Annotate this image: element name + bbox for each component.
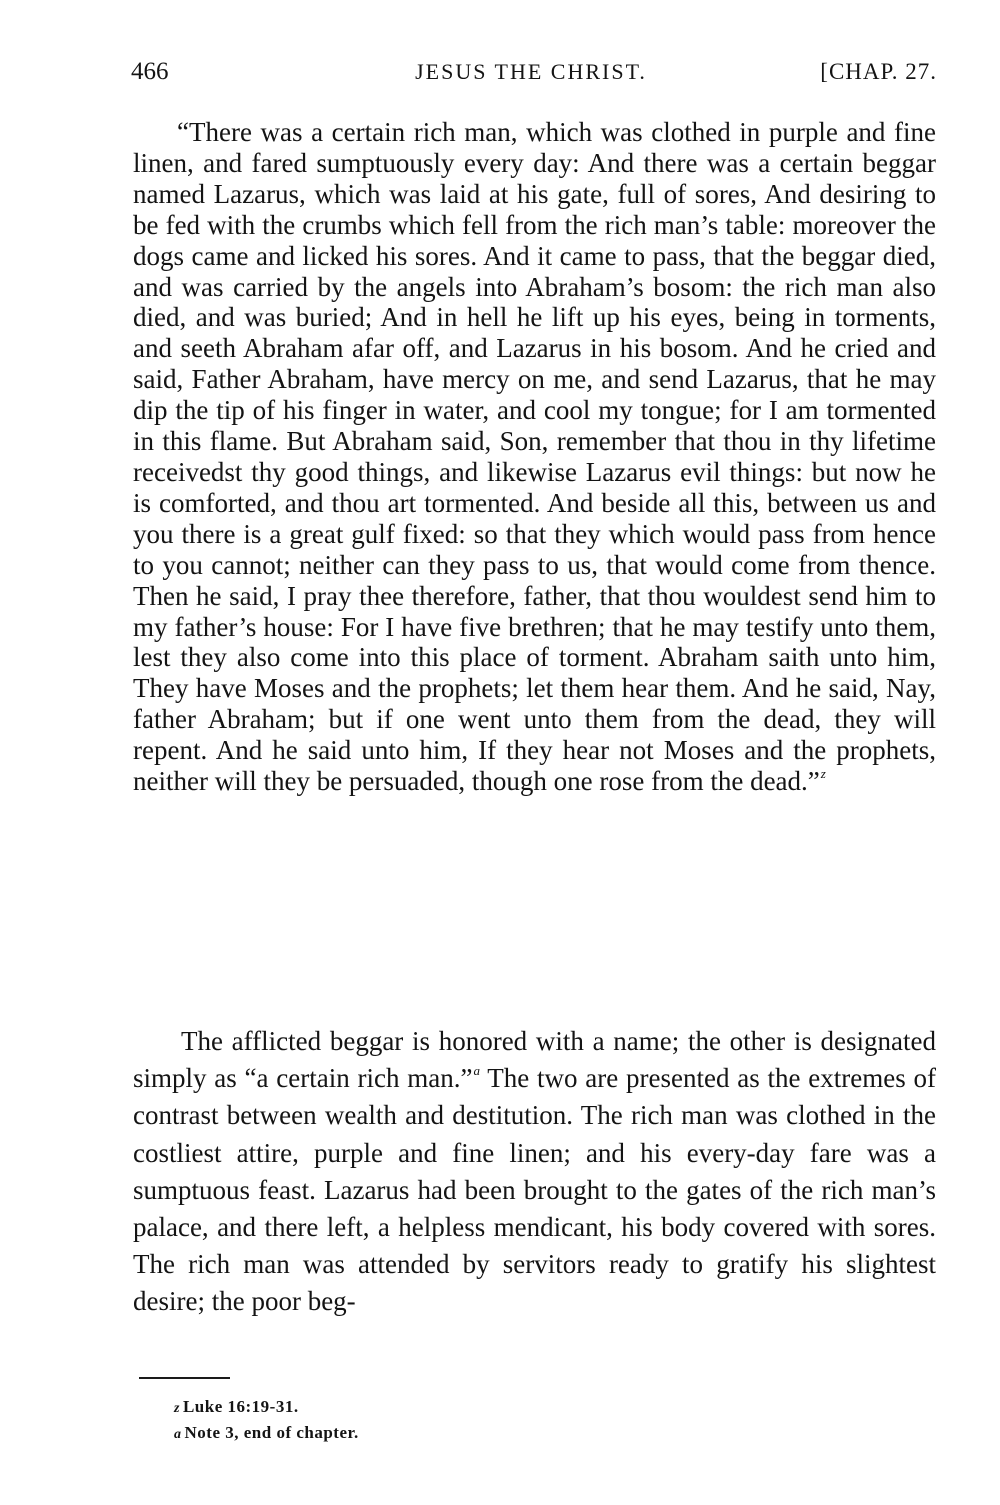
footnote-divider xyxy=(139,1377,230,1379)
footnote-text: Luke 16:19-31. xyxy=(182,1397,299,1416)
running-head xyxy=(131,56,937,88)
scripture-quotation xyxy=(133,117,936,797)
footnotes xyxy=(174,1395,874,1447)
commentary-paragraph xyxy=(133,1023,936,1321)
footnote-ref-z: z xyxy=(820,766,826,782)
book-title: JESUS THE CHRIST. xyxy=(415,59,647,84)
footnote-ref-a: a xyxy=(473,1063,480,1079)
quotation-text: “There was a certain rich man, which was clothed in purple and fine linen, and fared sumptuously every day: And there was a certain beggar named Lazarus, which was laid at his gate, full of sores, And desiring to be fed with the crumbs which fell from the rich man’s table: moreover the dogs came and licked his sores. And it came to pass, that the beggar died, and was carried by the angels into Abraham’s bosom: the rich man also died, and was buried; And in hell he lift up his eyes, being in torments, and seeth Abraham afar off, and Lazarus in his bosom. And he cried and said, Father Abraham, have mercy on me, and send Lazarus, that he may dip the tip of his finger in water, and cool my tongue; for I am tormented in this flame. But Abraham said, Son, remember that thou in thy lifetime receivedst thy good things, and likewise Lazarus evil things: but now he is comforted, and thou art tormented. And beside all this, between us and you there is a great gulf fixed: so that they which would pass from hence to you cannot; neither can they pass to us, that would come from thence. Then he said, I pray thee therefore, father, that thou wouldest send him to my father’s house: For I have five brethren; that he may testify unto them, lest they also come into this place of torment. Abraham saith unto him, They have Moses and the prophets; let them hear them. And he said, Nay, father Abraham; but if one went unto them from the dead, they will repent. And he said unto him, If they hear not Moses and the prophets, neither will they be persuaded, though one rose from the dead.” xyxy=(133,117,936,797)
footnote-mark: z xyxy=(174,1401,180,1416)
paragraph-text-before-ref: The afflicted beggar is honored with a name; the other is designated simply as “a certain rich man.” xyxy=(133,1026,936,1094)
footnote-text: Note 3, end of chapter. xyxy=(184,1423,359,1442)
paragraph-text-after-ref: The two are presented as the extremes of contrast between wealth and destitution. The rich man was clothed in the costliest attire, purple and fine linen; and his every-day fare was a sumptuous feast. Lazarus had been brought to the gates of the rich man’s palace, and there left, a helpless mendicant, his body covered with sores. The rich man was attended by servitors ready to gratify his slightest desire; the poor beg- xyxy=(133,1063,936,1317)
footnote-mark: a xyxy=(174,1427,182,1442)
page-number: 466 xyxy=(131,58,169,85)
footnote-a xyxy=(174,1421,874,1447)
footnote-z xyxy=(174,1395,874,1421)
chapter-reference: [CHAP. 27. xyxy=(820,59,937,84)
